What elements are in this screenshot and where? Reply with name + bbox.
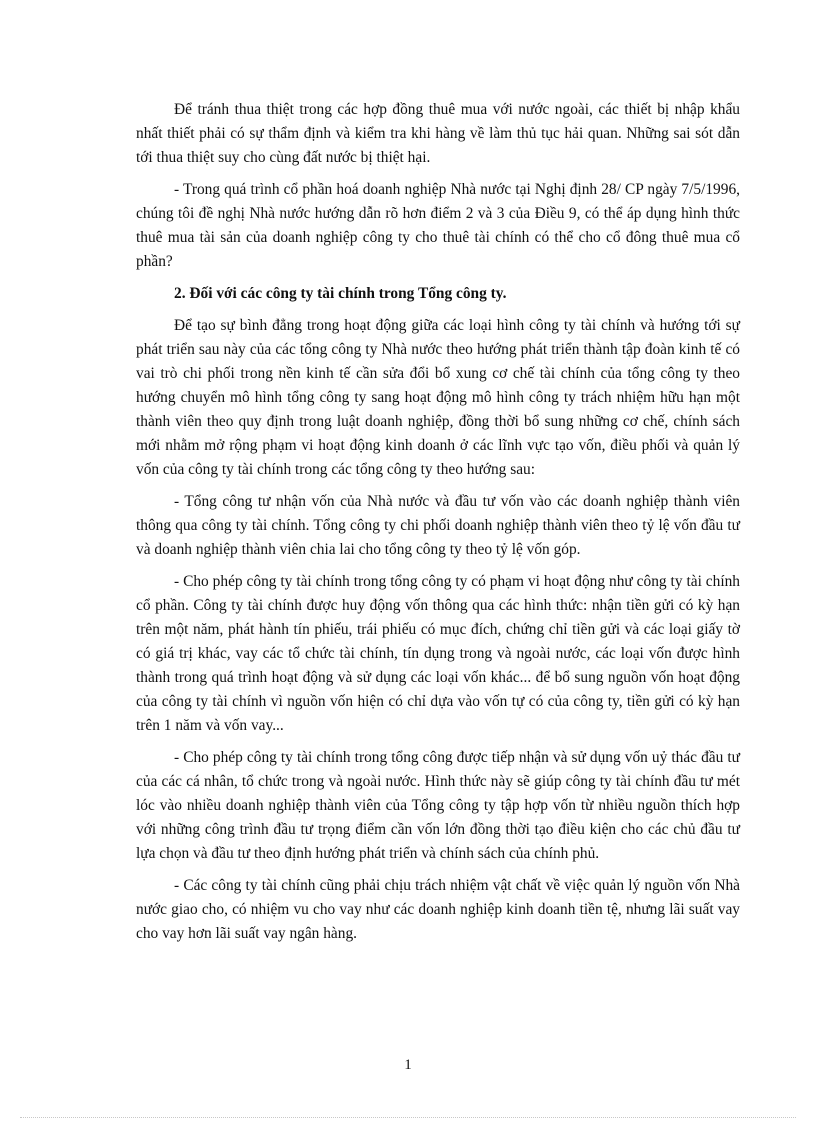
section-heading: 2. Đối với các công ty tài chính trong Tổng công ty. bbox=[174, 285, 507, 302]
page-bottom-divider bbox=[20, 1117, 796, 1118]
paragraph-6: - Cho phép công ty tài chính trong tổng công được tiếp nhận và sử dụng vốn uỷ thác đầu tư của các cá nhân, tổ chức trong và ngoài nước. Hình thức này sẽ giúp công ty tài chính đầu tư mét lóc vào nhiều doanh nghiệp thành viên của Tổng công ty tập hợp vốn từ nhiều nguồn thích hợp với những công trình đầu tư trọng điểm cần vốn lớn đồng thời tạo điều kiện cho các chủ đầu tư lựa chọn và đầu tư theo định hướng phát triển và chính sách của chính phủ. bbox=[136, 749, 740, 862]
page-number: 1 bbox=[404, 1057, 412, 1073]
paragraph-1: Để tránh thua thiệt trong các hợp đồng thuê mua với nước ngoài, các thiết bị nhập khẩu nhất thiết phải có sự thẩm định và kiểm tra khi hàng về làm thủ tục hải quan. Những sai sót dẫn tới thua thiệt suy cho cùng đất nước bị thiệt hại. bbox=[136, 101, 740, 166]
document-body bbox=[136, 98, 740, 954]
paragraph-7: - Các công ty tài chính cũng phải chịu trách nhiệm vật chất về việc quản lý nguồn vốn Nhà nước giao cho, có nhiệm vu cho vay như các doanh nghiệp kinh doanh tiền tệ, nhưng lãi suất vay cho vay hơn lãi suất vay ngân hàng. bbox=[136, 877, 740, 942]
paragraph-4: - Tổng công tư nhận vốn của Nhà nước và đầu tư vốn vào các doanh nghiệp thành viên thông qua công ty tài chính. Tổng công ty chi phối doanh nghiệp thành viên theo tỷ lệ vốn đầu tư và doanh nghiệp thành viên chia lai cho tổng công ty theo tỷ lệ vốn góp. bbox=[136, 493, 740, 558]
paragraph-5: - Cho phép công ty tài chính trong tổng công ty có phạm vi hoạt động như công ty tài chính cổ phần. Công ty tài chính được huy động vốn thông qua các hình thức: nhận tiền gửi có kỳ hạn trên một năm, phát hành tín phiếu, trái phiếu có mục đích, chứng chỉ tiền gửi và các loại giấy tờ có giá trị khác, vay các tổ chức tài chính, tín dụng trong và ngoài nước, các loại vốn được hình thành trong quá trình hoạt động và sử dụng các loại vốn khác... để bổ sung nguồn vốn hoạt động của công ty tài chính vì nguồn vốn hiện có chỉ dựa vào vốn tự có của công ty, tiền gửi có kỳ hạn trên 1 năm và vốn vay... bbox=[136, 573, 740, 734]
paragraph-2: - Trong quá trình cổ phần hoá doanh nghiệp Nhà nước tại Nghị định 28/ CP ngày 7/5/1996, chúng tôi đề nghị Nhà nước hướng dẫn rõ hơn điểm 2 và 3 của Điều 9, có thể áp dụng hình thức thuê mua tài sản của doanh nghiệp công ty cho thuê tài chính có thể cho cổ đông thuê mua cổ phần? bbox=[136, 181, 740, 270]
paragraph-3: Để tạo sự bình đẳng trong hoạt động giữa các loại hình công ty tài chính và hướng tới sự phát triển sau này của các tổng công ty Nhà nước theo hướng phát triển thành tập đoàn kinh tế có vai trò chi phối trong nền kinh tế cần sửa đổi bổ xung cơ chế tài chính của tổng công ty theo hướng chuyển mô hình tổng công ty sang hoạt động mô hình công ty trách nhiệm hữu hạn một thành viên theo quy định trong luật doanh nghiệp, đồng thời bổ sung những cơ chế, chính sách mới nhằm mở rộng phạm vi hoạt động kinh doanh ở các lĩnh vực tạo vốn, điều phối và quản lý vốn của công ty tài chính trong các tổng công ty theo hướng sau: bbox=[136, 317, 740, 478]
